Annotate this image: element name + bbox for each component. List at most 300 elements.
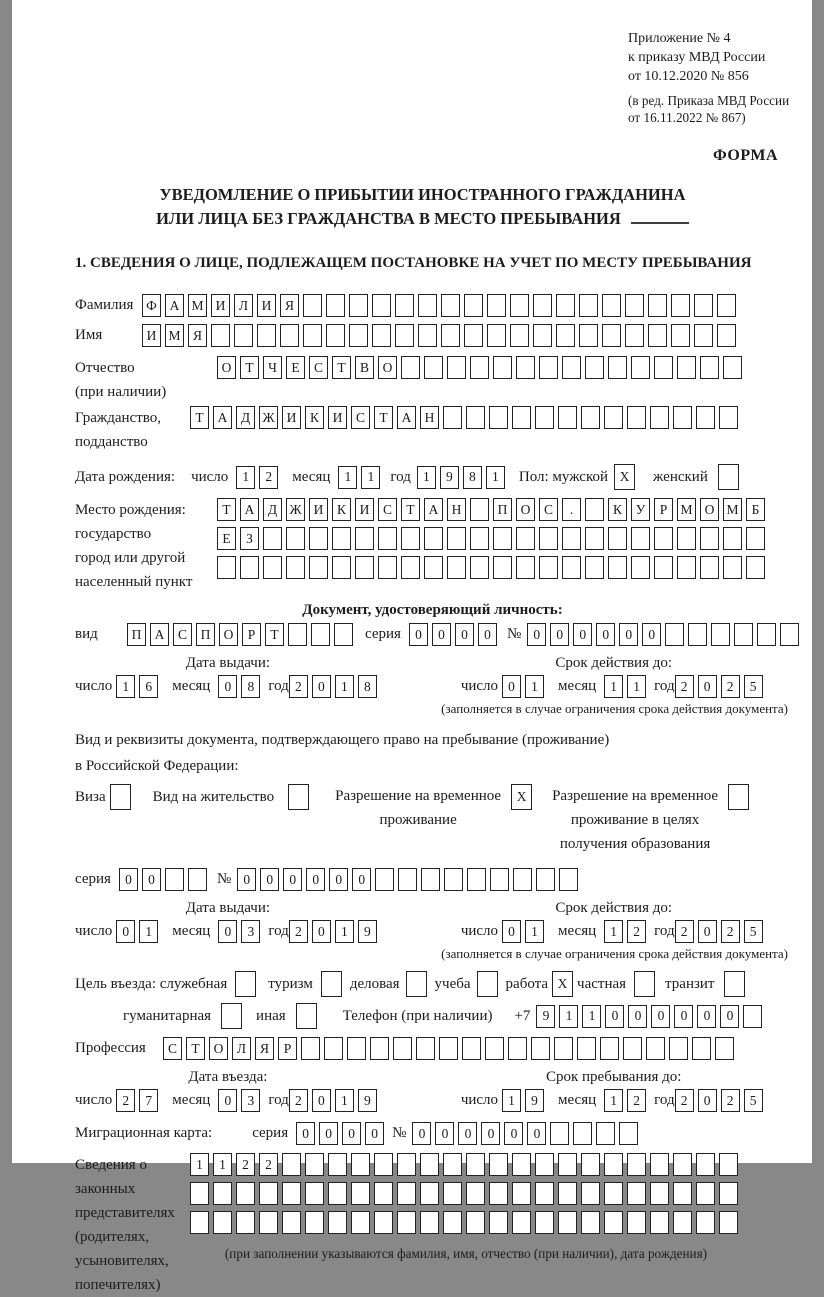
form-cell xyxy=(539,527,558,550)
form-cell: 0 xyxy=(455,623,474,646)
form-cell: 0 xyxy=(283,868,302,891)
form-cell xyxy=(602,294,621,317)
form-cell xyxy=(718,464,739,490)
form-cell xyxy=(533,294,552,317)
sex-female-label: женский xyxy=(653,468,708,485)
form-cell xyxy=(466,406,485,429)
citizenship-label xyxy=(75,406,190,454)
stay-until-group xyxy=(461,1069,767,1112)
form-cell xyxy=(581,406,600,429)
form-cell xyxy=(263,556,282,579)
birthplace-cells-row1 xyxy=(217,498,769,521)
surname-row xyxy=(75,294,790,317)
entry-date-header: Дата въезда: xyxy=(188,1069,268,1086)
form-cell xyxy=(443,1182,462,1205)
reference-line: от 10.12.2020 № 856 xyxy=(628,68,749,84)
form-cell xyxy=(349,294,368,317)
form-cell xyxy=(288,784,309,810)
form-cell xyxy=(723,356,742,379)
form-cell xyxy=(489,1182,508,1205)
form-cell: 1 xyxy=(604,675,623,698)
form-cell: 2 xyxy=(721,1089,740,1112)
guardians-cells-row1 xyxy=(190,1153,742,1176)
form-cell xyxy=(700,527,719,550)
form-cell xyxy=(288,623,307,646)
form-cell xyxy=(717,294,736,317)
form-cell xyxy=(700,556,719,579)
form-cell xyxy=(650,406,669,429)
form-cell xyxy=(581,1211,600,1234)
form-cell xyxy=(401,356,420,379)
issue-date-header: Дата выдачи: xyxy=(185,655,271,672)
rvp-edu-label-line3: получения образования xyxy=(559,836,711,853)
mig-number-label: № xyxy=(392,1125,407,1142)
form-cell xyxy=(489,1211,508,1234)
birthdate-row xyxy=(75,464,790,490)
form-cell: А xyxy=(240,498,259,521)
form-cell xyxy=(395,294,414,317)
sex-male-label: Пол: мужской xyxy=(518,468,609,485)
form-cell xyxy=(719,1182,738,1205)
form-cell: Н xyxy=(447,498,466,521)
form-cell: О xyxy=(700,498,719,521)
form-cell: С xyxy=(173,623,192,646)
form-cell: 6 xyxy=(139,675,158,698)
form-cell: Е xyxy=(286,356,305,379)
guardians-note: (при заполнении указываются фамилия, имя, отчество (при наличии), дата рождения) xyxy=(224,1246,708,1262)
permit-type-row xyxy=(75,784,790,856)
form-cell xyxy=(719,406,738,429)
form-cell: 9 xyxy=(358,920,377,943)
form-cell: 0 xyxy=(628,1005,647,1028)
form-cell: 1 xyxy=(559,1005,578,1028)
form-cell xyxy=(420,1153,439,1176)
work-label: работа xyxy=(505,975,549,992)
birthdate-label: Дата рождения: xyxy=(75,468,176,485)
residence-permit-checkbox xyxy=(288,784,313,810)
form-cell: 0 xyxy=(573,623,592,646)
form-cell xyxy=(579,324,598,347)
reference-line: Приложение № 4 xyxy=(628,31,731,46)
month-label: месяц xyxy=(558,1092,597,1109)
form-cell xyxy=(650,1182,669,1205)
form-cell xyxy=(234,324,253,347)
form-cell: 9 xyxy=(358,1089,377,1112)
form-cell xyxy=(608,356,627,379)
migration-card-label: Миграционная карта: xyxy=(75,1125,213,1142)
form-cell xyxy=(677,356,696,379)
citizenship-label-line2: подданство xyxy=(75,434,148,451)
form-cell xyxy=(485,1037,504,1060)
form-cell xyxy=(711,623,730,646)
form-cell: 0 xyxy=(218,1089,237,1112)
form-cell xyxy=(213,1182,232,1205)
form-cell xyxy=(510,294,529,317)
profession-label: Профессия xyxy=(75,1040,146,1057)
form-cell xyxy=(558,1211,577,1234)
form-cell xyxy=(349,324,368,347)
month-label: месяц xyxy=(172,923,211,940)
form-cell: 2 xyxy=(289,1089,308,1112)
study-checkbox xyxy=(477,971,502,997)
form-cell: М xyxy=(723,498,742,521)
stay-year-cells xyxy=(675,1089,767,1112)
profession-row xyxy=(75,1037,790,1060)
form-cell xyxy=(512,1153,531,1176)
rvp-edu-checkbox xyxy=(728,784,753,810)
doc-valid-group xyxy=(461,655,767,698)
guardians-cells-block xyxy=(190,1153,742,1262)
form-cell: 0 xyxy=(642,623,661,646)
form-cell xyxy=(374,1182,393,1205)
form-cell xyxy=(424,556,443,579)
form-cell xyxy=(539,356,558,379)
form-cell xyxy=(608,527,627,550)
form-cell xyxy=(694,324,713,347)
form-cell xyxy=(600,1037,619,1060)
doc-kind-cells xyxy=(127,623,357,646)
form-cell xyxy=(516,527,535,550)
form-cell: 0 xyxy=(365,1122,384,1145)
form-cell xyxy=(351,1211,370,1234)
form-cell: Т xyxy=(240,356,259,379)
form-cell xyxy=(516,556,535,579)
form-cell xyxy=(671,324,690,347)
form-cell xyxy=(631,556,650,579)
permit-intro xyxy=(75,728,790,779)
form-cell: С xyxy=(378,498,397,521)
form-cell xyxy=(286,527,305,550)
form-cell: И xyxy=(328,406,347,429)
form-cell xyxy=(332,527,351,550)
form-cell: Т xyxy=(190,406,209,429)
purpose-official-label: Цель въезда: служебная xyxy=(75,975,228,992)
form-cell: В xyxy=(355,356,374,379)
birth-month-cells xyxy=(338,466,384,489)
entry-day-cells xyxy=(116,1089,162,1112)
form-cell xyxy=(280,324,299,347)
form-cell xyxy=(257,324,276,347)
month-label: месяц xyxy=(172,678,211,695)
form-cell xyxy=(539,556,558,579)
form-cell xyxy=(355,556,374,579)
month-label: месяц xyxy=(172,1092,211,1109)
official-checkbox xyxy=(235,971,260,997)
form-cell xyxy=(627,1211,646,1234)
permit-intro-line1: Вид и реквизиты документа, подтверждающего право на пребывание (проживание) xyxy=(75,732,610,749)
doc-series-cells xyxy=(409,623,501,646)
form-cell xyxy=(351,1153,370,1176)
form-cell: Т xyxy=(217,498,236,521)
form-cell xyxy=(604,1211,623,1234)
form-cell xyxy=(562,527,581,550)
guardians-label-line5: усыновителях, xyxy=(75,1253,169,1270)
doc-valid-day-cells xyxy=(502,675,548,698)
form-cell xyxy=(723,556,742,579)
form-cell xyxy=(420,1211,439,1234)
form-cell: А xyxy=(165,294,184,317)
patronymic-row xyxy=(75,356,790,404)
form-cell xyxy=(393,1037,412,1060)
permit-series-label: серия xyxy=(75,871,111,888)
form-cell xyxy=(516,356,535,379)
form-cell: 2 xyxy=(627,1089,646,1112)
guardians-label-line3: представителях xyxy=(75,1205,175,1222)
form-cell: А xyxy=(424,498,443,521)
day-label: число xyxy=(75,923,113,940)
form-cell: 5 xyxy=(744,675,763,698)
form-cell xyxy=(513,868,532,891)
form-cell xyxy=(470,556,489,579)
form-cell xyxy=(654,556,673,579)
female-checkbox xyxy=(718,464,743,490)
form-cell xyxy=(303,324,322,347)
form-cell xyxy=(165,868,184,891)
form-cell: 2 xyxy=(675,675,694,698)
rvp-label-line2: проживание xyxy=(379,812,457,829)
form-cell xyxy=(627,1153,646,1176)
form-cell xyxy=(489,1153,508,1176)
form-cell xyxy=(309,527,328,550)
form-cell xyxy=(282,1182,301,1205)
year-label: год xyxy=(390,468,411,485)
form-cell: . xyxy=(562,498,581,521)
form-cell xyxy=(692,1037,711,1060)
form-cell xyxy=(466,1211,485,1234)
form-cell: 0 xyxy=(218,920,237,943)
form-cell: О xyxy=(378,356,397,379)
form-cell xyxy=(510,324,529,347)
form-cell: 8 xyxy=(241,675,260,698)
doc-number-label: № xyxy=(506,626,522,643)
purpose-row2 xyxy=(75,1003,790,1029)
form-cell xyxy=(217,556,236,579)
permit-intro-line2: в Российской Федерации: xyxy=(75,757,239,774)
birthplace-label-line2: государство xyxy=(75,526,152,543)
form-cell: 0 xyxy=(352,868,371,891)
form-cell: 1 xyxy=(525,675,544,698)
form-cell xyxy=(677,556,696,579)
visa-label: Виза xyxy=(75,789,106,806)
form-cell: 9 xyxy=(440,466,459,489)
rvp-edu-label xyxy=(552,784,718,856)
day-label: число xyxy=(75,1092,113,1109)
entry-month-cells xyxy=(218,1089,264,1112)
form-cell xyxy=(694,294,713,317)
year-label: год xyxy=(268,678,289,695)
form-cell xyxy=(487,294,506,317)
form-cell xyxy=(466,1182,485,1205)
form-cell xyxy=(602,324,621,347)
form-cell xyxy=(512,1211,531,1234)
citizenship-label-line1: Гражданство, xyxy=(75,410,162,427)
form-cell: 0 xyxy=(596,623,615,646)
form-cell: Д xyxy=(263,498,282,521)
form-cell xyxy=(296,1003,317,1029)
form-cell: 1 xyxy=(582,1005,601,1028)
form-cell xyxy=(467,868,486,891)
form-cell xyxy=(648,294,667,317)
form-cell xyxy=(190,1211,209,1234)
year-label: год xyxy=(268,923,289,940)
month-label: месяц xyxy=(292,468,331,485)
form-cell xyxy=(717,324,736,347)
form-cell: 1 xyxy=(335,675,354,698)
form-cell: 2 xyxy=(116,1089,135,1112)
form-cell: С xyxy=(351,406,370,429)
form-cell xyxy=(424,356,443,379)
form-cell: 1 xyxy=(190,1153,209,1176)
form-cell xyxy=(646,1037,665,1060)
form-cell: 0 xyxy=(527,1122,546,1145)
form-cell: М xyxy=(165,324,184,347)
form-cell: 0 xyxy=(527,623,546,646)
mig-number-cells xyxy=(412,1122,642,1145)
form-cell: 2 xyxy=(236,1153,255,1176)
form-cell xyxy=(554,1037,573,1060)
form-cell xyxy=(719,1153,738,1176)
form-cell xyxy=(585,556,604,579)
form-cell xyxy=(328,1182,347,1205)
form-cell: Т xyxy=(374,406,393,429)
form-cell xyxy=(397,1182,416,1205)
form-cell: С xyxy=(163,1037,182,1060)
entry-dates-row xyxy=(75,1069,790,1112)
form-cell xyxy=(596,1122,615,1145)
form-cell xyxy=(286,556,305,579)
form-cell: О xyxy=(209,1037,228,1060)
valid-until-header: Срок действия до: xyxy=(555,655,673,672)
form-cell xyxy=(581,1182,600,1205)
valid-until-header: Срок действия до: xyxy=(555,900,673,917)
rvp-label-line1: Разрешение на временное xyxy=(335,788,502,805)
form-cell: Т xyxy=(332,356,351,379)
rvp-edu-label-line2: проживание в целях xyxy=(570,812,700,829)
form-cell xyxy=(301,1037,320,1060)
form-cell: 0 xyxy=(412,1122,431,1145)
form-cell xyxy=(470,498,489,521)
form-cell xyxy=(665,623,684,646)
form-cell xyxy=(406,971,427,997)
form-cell xyxy=(493,527,512,550)
section1-title: 1. СВЕДЕНИЯ О ЛИЦЕ, ПОДЛЕЖАЩЕМ ПОСТАНОВКЕ НА УЧЕТ ПО МЕСТУ ПРЕБЫВАНИЯ xyxy=(75,255,752,272)
form-cell xyxy=(648,324,667,347)
form-cell xyxy=(334,623,353,646)
form-cell xyxy=(464,324,483,347)
form-cell: X xyxy=(511,784,532,810)
form-cell: И xyxy=(211,294,230,317)
form-cell xyxy=(421,868,440,891)
form-cell: Я xyxy=(280,294,299,317)
guardians-label-line1: Сведения о xyxy=(75,1157,147,1174)
doc-issue-day-cells xyxy=(116,675,162,698)
month-label: месяц xyxy=(558,678,597,695)
form-cell: Л xyxy=(234,294,253,317)
birthplace-label xyxy=(75,498,217,594)
form-cell xyxy=(439,1037,458,1060)
form-cell xyxy=(581,1153,600,1176)
form-cell xyxy=(236,1211,255,1234)
form-cell xyxy=(447,527,466,550)
form-cell xyxy=(470,527,489,550)
doc-issue-year-cells xyxy=(289,675,381,698)
form-cell xyxy=(619,1122,638,1145)
form-cell: 0 xyxy=(435,1122,454,1145)
form-cell xyxy=(464,294,483,317)
form-cell xyxy=(259,1182,278,1205)
form-cell xyxy=(671,294,690,317)
entry-date-group xyxy=(75,1069,381,1112)
day-label: число xyxy=(460,678,499,695)
form-cell xyxy=(558,1182,577,1205)
form-cell xyxy=(719,1211,738,1234)
permit-number-cells xyxy=(237,868,582,891)
title-blank-line xyxy=(631,212,689,224)
form-cell: 2 xyxy=(259,466,278,489)
month-label: месяц xyxy=(558,923,597,940)
form-cell xyxy=(443,406,462,429)
permit-issue-year-cells xyxy=(289,920,381,943)
doc-number-cells xyxy=(527,623,803,646)
form-cell xyxy=(757,623,776,646)
form-cell xyxy=(696,406,715,429)
form-cell xyxy=(696,1153,715,1176)
form-cell xyxy=(724,971,745,997)
form-cell: С xyxy=(539,498,558,521)
permit-series-cells xyxy=(119,868,211,891)
form-cell xyxy=(420,1182,439,1205)
transit-checkbox xyxy=(724,971,749,997)
form-cell: 2 xyxy=(675,1089,694,1112)
permit-issue-day-cells xyxy=(116,920,162,943)
form-cell xyxy=(447,356,466,379)
citizenship-row xyxy=(75,406,790,454)
guardians-cells-row3 xyxy=(190,1211,742,1234)
surname-label: Фамилия xyxy=(75,297,134,314)
form-cell xyxy=(397,1153,416,1176)
form-cell: 0 xyxy=(698,675,717,698)
entry-year-cells xyxy=(289,1089,381,1112)
form-cell: 0 xyxy=(260,868,279,891)
permit-valid-day-cells xyxy=(502,920,548,943)
permit-number-label: № xyxy=(216,871,232,888)
birthplace-row xyxy=(75,498,790,594)
year-label: год xyxy=(268,1092,289,1109)
form-cell: 2 xyxy=(289,920,308,943)
form-cell xyxy=(326,294,345,317)
form-cell xyxy=(696,1182,715,1205)
form-cell: М xyxy=(677,498,696,521)
form-cell xyxy=(550,1122,569,1145)
form-cell: Т xyxy=(401,498,420,521)
form-cell xyxy=(677,527,696,550)
visa-checkbox xyxy=(110,784,135,810)
form-cell xyxy=(746,527,765,550)
form-cell: 0 xyxy=(478,623,497,646)
form-cell xyxy=(579,294,598,317)
private-label: частная xyxy=(577,975,627,992)
form-cell xyxy=(650,1211,669,1234)
form-cell: 8 xyxy=(358,675,377,698)
form-cell xyxy=(533,324,552,347)
birthplace-label-line3: город или другой xyxy=(75,550,186,567)
form-cell: Д xyxy=(236,406,255,429)
form-cell: 1 xyxy=(335,920,354,943)
guardians-label xyxy=(75,1153,190,1297)
form-cell: 1 xyxy=(604,920,623,943)
form-cell: С xyxy=(309,356,328,379)
guardians-label-line6: попечителях) xyxy=(75,1277,161,1294)
